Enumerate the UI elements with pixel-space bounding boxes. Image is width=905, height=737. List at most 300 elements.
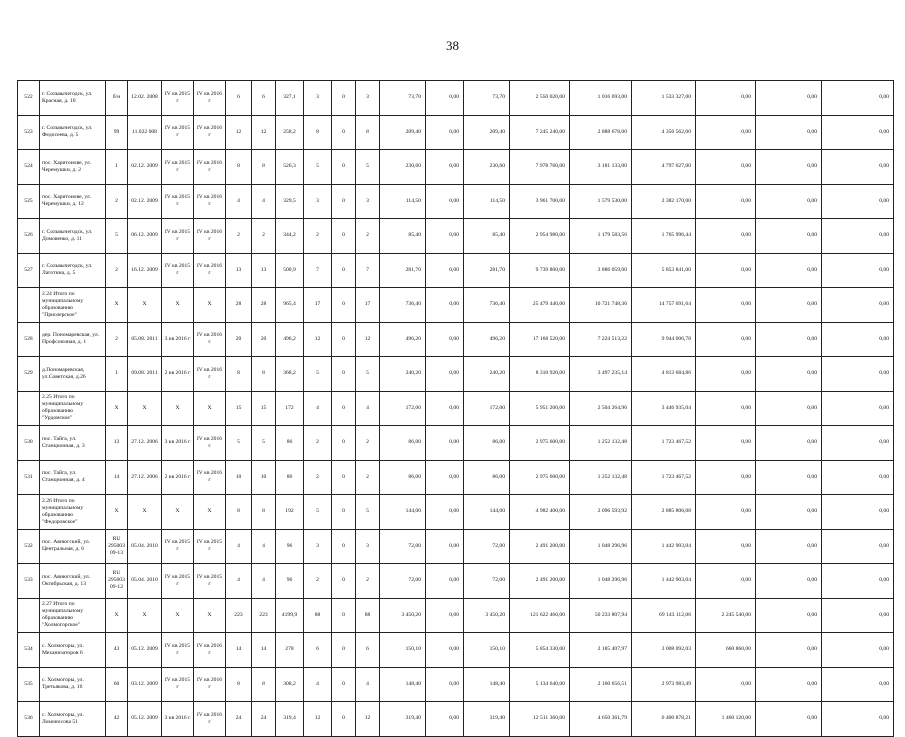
table-cell: 85,40 bbox=[464, 219, 510, 254]
table-cell: 05.08. 2011 bbox=[128, 322, 162, 357]
table-cell: 0,00 bbox=[696, 495, 756, 530]
table-cell: 0,00 bbox=[822, 81, 894, 116]
table-cell: 12 bbox=[356, 322, 380, 357]
table-cell: 121 622 460,00 bbox=[510, 598, 570, 633]
table-cell: 2 975 600,00 bbox=[510, 460, 570, 495]
table-cell: 0,00 bbox=[822, 115, 894, 150]
table-cell: Х bbox=[162, 391, 194, 426]
table-cell: 0,00 bbox=[426, 115, 464, 150]
table-cell: 12.02. 2008 bbox=[128, 81, 162, 116]
table-cell: 3 bbox=[304, 184, 332, 219]
table-cell: 27.12. 2006 bbox=[128, 426, 162, 461]
table-cell: 0,00 bbox=[426, 564, 464, 599]
table-cell: 24 bbox=[226, 702, 252, 737]
table-cell: 0,00 bbox=[696, 357, 756, 392]
table-cell: 0 bbox=[332, 288, 356, 323]
table-cell: 14 bbox=[106, 460, 128, 495]
table-cell: 4 bbox=[226, 564, 252, 599]
table-cell: IV кв 2015 г bbox=[162, 184, 194, 219]
table-cell: Х bbox=[194, 391, 226, 426]
table-cell: 7 bbox=[356, 253, 380, 288]
table-cell: 43 bbox=[106, 633, 128, 668]
table-cell: 05.12. 2009 bbox=[128, 702, 162, 737]
table-cell: 2 185 407,97 bbox=[570, 633, 632, 668]
table-cell: 3 bbox=[304, 529, 332, 564]
table-cell: 0,00 bbox=[696, 184, 756, 219]
table-cell: IV кв 2016 г bbox=[194, 81, 226, 116]
table-cell: 17 168 520,00 bbox=[510, 322, 570, 357]
table-cell: 0,00 bbox=[822, 702, 894, 737]
table-cell: IV кв 2016 г bbox=[194, 253, 226, 288]
table-cell: 69 143 112,06 bbox=[632, 598, 696, 633]
table-cell: 0,00 bbox=[822, 633, 894, 668]
table-cell: 3 450,20 bbox=[380, 598, 426, 633]
table-cell: 4 bbox=[226, 184, 252, 219]
table-cell: 240,20 bbox=[380, 357, 426, 392]
table-cell: 15 bbox=[252, 391, 276, 426]
table-cell: 144,00 bbox=[380, 495, 426, 530]
table-cell: 86,00 bbox=[464, 460, 510, 495]
table-cell: 3 181 133,00 bbox=[570, 150, 632, 185]
table-cell: 2 550 020,00 bbox=[510, 81, 570, 116]
table-cell: 528 bbox=[18, 322, 40, 357]
table-cell: 209,40 bbox=[464, 115, 510, 150]
table-cell: Х bbox=[162, 288, 194, 323]
table-cell: 2 bbox=[304, 460, 332, 495]
table-cell: 0,00 bbox=[696, 667, 756, 702]
table-cell: пос. Авнюгский, ул. Октябрьская, д. 13 bbox=[40, 564, 106, 599]
table-cell: 114,50 bbox=[464, 184, 510, 219]
table-cell: IV кв 2016 г bbox=[194, 426, 226, 461]
table-cell: IV кв 2015 г bbox=[162, 115, 194, 150]
table-cell: 05.04. 2010 bbox=[128, 564, 162, 599]
table-cell: 3 497 235,14 bbox=[570, 357, 632, 392]
table-cell: 6 400 878,21 bbox=[632, 702, 696, 737]
summary-row bbox=[18, 288, 894, 323]
table-cell: 9 944 006,78 bbox=[632, 322, 696, 357]
table-cell: 0,00 bbox=[426, 253, 464, 288]
table-cell: 660 860,00 bbox=[696, 633, 756, 668]
table-cell bbox=[18, 391, 40, 426]
table-cell: 0,00 bbox=[756, 150, 822, 185]
table-cell: 2 bbox=[106, 184, 128, 219]
table-cell: 96 bbox=[276, 529, 304, 564]
table-cell: IV кв 2016 г bbox=[194, 357, 226, 392]
table-cell: 86,00 bbox=[464, 426, 510, 461]
table-cell: г. Сольвычегодск, ул. Красная, д. 10 bbox=[40, 81, 106, 116]
table-cell: IV кв 2015 г bbox=[162, 150, 194, 185]
table-cell: 0,00 bbox=[696, 150, 756, 185]
table-cell: 530 bbox=[18, 426, 40, 461]
table-cell: Х bbox=[162, 598, 194, 633]
table-cell: 0,00 bbox=[696, 391, 756, 426]
table-row bbox=[18, 184, 894, 219]
table-cell: 535 bbox=[18, 667, 40, 702]
table-cell: 319,40 bbox=[464, 702, 510, 737]
table-cell: 2 bbox=[304, 564, 332, 599]
table-cell: 534 bbox=[18, 633, 40, 668]
table-cell: 531 bbox=[18, 460, 40, 495]
table-cell: 72,00 bbox=[464, 529, 510, 564]
table-cell: 28 bbox=[226, 288, 252, 323]
table-cell: 02.12. 2009 bbox=[128, 184, 162, 219]
table-cell: IV кв 2015 г bbox=[162, 529, 194, 564]
table-cell: 4 bbox=[356, 667, 380, 702]
table-cell: 2.26 Итого по муниципальному образованию "Федоровское" bbox=[40, 495, 106, 530]
table-cell: 0 bbox=[332, 81, 356, 116]
table-cell: IV кв 2016 г bbox=[194, 702, 226, 737]
table-cell: 0,00 bbox=[696, 115, 756, 150]
table-cell: 172 bbox=[276, 391, 304, 426]
table-cell: 230,60 bbox=[380, 150, 426, 185]
table-cell: 2 973 983,49 bbox=[632, 667, 696, 702]
table-cell: 17 bbox=[304, 288, 332, 323]
summary-row bbox=[18, 495, 894, 530]
table-cell: 3 bbox=[304, 81, 332, 116]
table-cell: 192 bbox=[276, 495, 304, 530]
table-cell: 3 кв 2016 г bbox=[162, 322, 194, 357]
table-cell: б/н bbox=[106, 81, 128, 116]
table-cell: 523 bbox=[18, 115, 40, 150]
table-cell: 0,00 bbox=[696, 219, 756, 254]
summary-row bbox=[18, 598, 894, 633]
table-cell: 2 491 200,00 bbox=[510, 529, 570, 564]
table-cell: 0 bbox=[332, 150, 356, 185]
table-cell: 0,00 bbox=[822, 391, 894, 426]
table-cell: 0 bbox=[332, 115, 356, 150]
table-cell: 0,00 bbox=[756, 184, 822, 219]
table-row bbox=[18, 426, 894, 461]
table-cell: 5 bbox=[356, 150, 380, 185]
table-cell: IV кв 2015 г bbox=[162, 81, 194, 116]
table-cell: 50 233 807,94 bbox=[570, 598, 632, 633]
table-cell: 42 bbox=[106, 702, 128, 737]
table-cell: 223 bbox=[226, 598, 252, 633]
table-cell: 4 813 684,86 bbox=[632, 357, 696, 392]
table-cell: 6 bbox=[252, 81, 276, 116]
table-cell: 0,00 bbox=[822, 322, 894, 357]
table-cell: 88 bbox=[304, 598, 332, 633]
table-cell: 8 bbox=[304, 115, 332, 150]
table-cell: 114,50 bbox=[380, 184, 426, 219]
table-cell: IV кв 2016 г bbox=[194, 667, 226, 702]
table-cell: 496,20 bbox=[464, 322, 510, 357]
table-cell: 12 bbox=[356, 702, 380, 737]
table-cell: 9 739 800,00 bbox=[510, 253, 570, 288]
table-cell: 2 bbox=[106, 322, 128, 357]
table-cell: 7 978 760,00 bbox=[510, 150, 570, 185]
table-cell: 2 bbox=[356, 460, 380, 495]
table-cell: Х bbox=[128, 598, 162, 633]
table-cell: 0,00 bbox=[756, 633, 822, 668]
table-cell: 0 bbox=[332, 633, 356, 668]
table-cell: 4 bbox=[226, 529, 252, 564]
table-cell: 1 048 296,96 bbox=[570, 564, 632, 599]
table-row bbox=[18, 667, 894, 702]
table-cell: 965,4 bbox=[276, 288, 304, 323]
table-cell: 0,00 bbox=[426, 81, 464, 116]
table-cell: 1 179 583,56 bbox=[570, 219, 632, 254]
table-cell: 5 bbox=[106, 219, 128, 254]
table-cell: 7 245 240,00 bbox=[510, 115, 570, 150]
table-cell: 0,00 bbox=[756, 357, 822, 392]
table-cell: 99 bbox=[106, 115, 128, 150]
table-cell: 0,00 bbox=[756, 598, 822, 633]
table-cell: 3 кв 2016 г bbox=[162, 702, 194, 737]
table-cell: 526 bbox=[18, 219, 40, 254]
table-cell: 5 bbox=[304, 150, 332, 185]
table-cell: 4 bbox=[252, 529, 276, 564]
table-cell: 10 721 748,36 bbox=[570, 288, 632, 323]
table-cell: 14 757 691,64 bbox=[632, 288, 696, 323]
table-cell: 1 442 903,04 bbox=[632, 564, 696, 599]
table-cell: 0 bbox=[332, 702, 356, 737]
table-cell: 6 bbox=[356, 633, 380, 668]
table-cell: с. Холмогоры, ул. Третьякова, д. 16 bbox=[40, 667, 106, 702]
table-cell: 5 853 841,00 bbox=[632, 253, 696, 288]
table-cell: 15 bbox=[226, 391, 252, 426]
table-cell: 4 bbox=[304, 391, 332, 426]
table-cell: 27.12. 2006 bbox=[128, 460, 162, 495]
table-cell: 0,00 bbox=[696, 322, 756, 357]
table-cell: дер. Пономаревская, ул. Профсоюзная, д. 1 bbox=[40, 322, 106, 357]
table-cell: 527 bbox=[18, 253, 40, 288]
table-cell: 3 961 700,00 bbox=[510, 184, 570, 219]
table-cell: 4 797 627,00 bbox=[632, 150, 696, 185]
table-cell: 05.12. 2009 bbox=[128, 633, 162, 668]
table-cell: Х bbox=[106, 391, 128, 426]
table-cell: 0,00 bbox=[822, 426, 894, 461]
table-cell: 0,00 bbox=[756, 495, 822, 530]
table-cell: 1 bbox=[106, 150, 128, 185]
table-cell: 0,00 bbox=[756, 564, 822, 599]
table-row bbox=[18, 529, 894, 564]
table-row bbox=[18, 460, 894, 495]
table-cell: 8 bbox=[226, 357, 252, 392]
table-cell: 2.25 Итого по муниципальному образованию "Урдомское" bbox=[40, 391, 106, 426]
table-cell: 0,00 bbox=[822, 529, 894, 564]
table-cell: 60 bbox=[106, 667, 128, 702]
table-cell: 150,10 bbox=[380, 633, 426, 668]
table-cell: 0,00 bbox=[426, 150, 464, 185]
table-cell: 2 888 678,00 bbox=[570, 115, 632, 150]
table-row bbox=[18, 150, 894, 185]
table-row bbox=[18, 322, 894, 357]
table-cell: 0,00 bbox=[756, 81, 822, 116]
table-cell: 368,2 bbox=[276, 357, 304, 392]
table-cell: 72,00 bbox=[464, 564, 510, 599]
table-cell: IV кв 2016 г bbox=[194, 219, 226, 254]
table-cell: IV кв 2016 г bbox=[194, 633, 226, 668]
table-cell: 0,00 bbox=[822, 357, 894, 392]
table-cell: 12 bbox=[226, 115, 252, 150]
table-cell: 1 460 120,00 bbox=[696, 702, 756, 737]
table-cell: IV кв 2016 г bbox=[194, 150, 226, 185]
table-cell: 86 bbox=[276, 426, 304, 461]
table-cell: 0,00 bbox=[426, 184, 464, 219]
table-cell: 0 bbox=[332, 598, 356, 633]
table-cell: Х bbox=[194, 598, 226, 633]
resettlement-table bbox=[17, 80, 894, 737]
table-cell: IV кв 2015 г bbox=[194, 564, 226, 599]
table-cell: 532 bbox=[18, 529, 40, 564]
table-cell: IV кв 2016 г bbox=[194, 460, 226, 495]
table-cell: 0,00 bbox=[426, 529, 464, 564]
table-cell: г. Сольвычегодск, ул. Лаготина, д. 5 bbox=[40, 253, 106, 288]
table-row bbox=[18, 357, 894, 392]
table-cell: 12 511 360,00 bbox=[510, 702, 570, 737]
table-cell: 25 479 440,00 bbox=[510, 288, 570, 323]
table-cell: пос. Тайга, ул. Станционная, д. 4 bbox=[40, 460, 106, 495]
table-cell: Х bbox=[106, 598, 128, 633]
table-cell: 533 bbox=[18, 564, 40, 599]
table-cell: 5 bbox=[252, 426, 276, 461]
table-cell: 0,00 bbox=[426, 495, 464, 530]
table-cell: 09.08. 2011 bbox=[128, 357, 162, 392]
table-cell: 06.12. 2009 bbox=[128, 219, 162, 254]
table-cell: 0,00 bbox=[426, 391, 464, 426]
table-cell: 02.12. 2009 bbox=[128, 150, 162, 185]
table-cell: Х bbox=[194, 288, 226, 323]
table-cell bbox=[18, 598, 40, 633]
table-cell: 11.022 008 bbox=[128, 115, 162, 150]
table-cell: 3 кв 2016 г bbox=[162, 426, 194, 461]
table-cell: 2 кв 2016 г bbox=[162, 460, 194, 495]
table-cell: 7 224 513,22 bbox=[570, 322, 632, 357]
table-cell: 1 252 132,48 bbox=[570, 460, 632, 495]
table-cell: 72,00 bbox=[380, 529, 426, 564]
table-cell: 0,00 bbox=[756, 219, 822, 254]
table-cell: 5 134 640,00 bbox=[510, 667, 570, 702]
table-cell: 0,00 bbox=[756, 702, 822, 737]
table-cell: 7 bbox=[304, 253, 332, 288]
table-cell: 172,00 bbox=[464, 391, 510, 426]
table-cell: IV кв 2015 г bbox=[194, 529, 226, 564]
table-cell: 4 bbox=[252, 184, 276, 219]
table-cell: 8 310 920,00 bbox=[510, 357, 570, 392]
table-cell: 0,00 bbox=[426, 667, 464, 702]
table-cell: 6 bbox=[304, 633, 332, 668]
table-cell: 258,2 bbox=[276, 115, 304, 150]
table-cell: 148,40 bbox=[464, 667, 510, 702]
table-cell: 4 650 361,79 bbox=[570, 702, 632, 737]
table-cell: 3 008 092,03 bbox=[632, 633, 696, 668]
table-cell: 0,00 bbox=[756, 288, 822, 323]
table-row bbox=[18, 219, 894, 254]
table-cell: 1 048 296,96 bbox=[570, 529, 632, 564]
table-cell: 5 951 200,00 bbox=[510, 391, 570, 426]
table-cell: 86 bbox=[276, 460, 304, 495]
table-cell: 2 096 593,92 bbox=[570, 495, 632, 530]
table-cell: 1 723 467,52 bbox=[632, 460, 696, 495]
page-number: 38 bbox=[446, 38, 459, 53]
table-cell: 144,00 bbox=[464, 495, 510, 530]
table-cell: 1 579 530,00 bbox=[570, 184, 632, 219]
table-cell bbox=[18, 288, 40, 323]
table-cell: 526,3 bbox=[276, 150, 304, 185]
table-cell: 3 bbox=[356, 529, 380, 564]
table-cell: 3 886 059,00 bbox=[570, 253, 632, 288]
table-cell: 172,00 bbox=[380, 391, 426, 426]
summary-row bbox=[18, 391, 894, 426]
table-cell: IV кв 2016 г bbox=[194, 184, 226, 219]
table-cell: 5 bbox=[356, 357, 380, 392]
table-cell: 344,2 bbox=[276, 219, 304, 254]
table-cell: 496,20 bbox=[380, 322, 426, 357]
table-cell: 0 bbox=[332, 667, 356, 702]
table-cell: 85,40 bbox=[380, 219, 426, 254]
table-cell: 319,4 bbox=[276, 702, 304, 737]
table-cell: 1 252 132,48 bbox=[570, 426, 632, 461]
table-cell: 500,9 bbox=[276, 253, 304, 288]
table-cell: 529 bbox=[18, 357, 40, 392]
table-cell: IV кв 2015 г bbox=[162, 667, 194, 702]
table-cell: 5 bbox=[356, 495, 380, 530]
table-cell: IV кв 2015 г bbox=[162, 633, 194, 668]
table-cell: 8 bbox=[252, 667, 276, 702]
table-row bbox=[18, 564, 894, 599]
table-cell: 2.27 Итого по муниципальному образованию "Холмогорское" bbox=[40, 598, 106, 633]
table-cell: Х bbox=[194, 495, 226, 530]
table-cell: 150,10 bbox=[464, 633, 510, 668]
table-cell: 5 854 330,00 bbox=[510, 633, 570, 668]
table-cell: 2 975 600,00 bbox=[510, 426, 570, 461]
table-cell: 2 bbox=[304, 219, 332, 254]
table-cell: 12 bbox=[304, 322, 332, 357]
table-cell: 0 bbox=[332, 322, 356, 357]
table-cell: 0,00 bbox=[696, 564, 756, 599]
table-cell: 0,00 bbox=[822, 667, 894, 702]
table-cell: 2 954 980,00 bbox=[510, 219, 570, 254]
table-cell: 2 bbox=[356, 426, 380, 461]
table-cell: 4 982 400,00 bbox=[510, 495, 570, 530]
table-cell: 12 bbox=[252, 115, 276, 150]
table-cell: IV кв 2015 г bbox=[162, 253, 194, 288]
table-cell: 8 bbox=[252, 357, 276, 392]
table-cell: 10 bbox=[226, 460, 252, 495]
table-cell: IV кв 2016 г bbox=[194, 322, 226, 357]
table-cell: 13 bbox=[252, 253, 276, 288]
table-cell: 1 765 996,44 bbox=[632, 219, 696, 254]
table-cell: RU 295003 09-13 bbox=[106, 529, 128, 564]
table-cell: 2 кв 2016 г bbox=[162, 357, 194, 392]
table-cell: 24 bbox=[252, 702, 276, 737]
table-cell: пос. Тайга, ул. Станционная, д. 3 bbox=[40, 426, 106, 461]
table-cell: 209,40 bbox=[380, 115, 426, 150]
table-cell: 1 723 467,52 bbox=[632, 426, 696, 461]
table-cell: г. Сольвычегодск, ул. Федосеева, д. 5 bbox=[40, 115, 106, 150]
table-cell: 0,00 bbox=[426, 426, 464, 461]
table-cell: 0,00 bbox=[822, 564, 894, 599]
table-cell: 0,00 bbox=[696, 426, 756, 461]
table-cell: 0,00 bbox=[696, 288, 756, 323]
table-cell: 0,00 bbox=[756, 253, 822, 288]
table-cell: IV кв 2015 г bbox=[162, 219, 194, 254]
table-cell: д.Пономаревская, ул.Советская, д.26 bbox=[40, 357, 106, 392]
table-cell: Х bbox=[128, 391, 162, 426]
table-cell: 2 160 656,51 bbox=[570, 667, 632, 702]
table-cell: 281,70 bbox=[464, 253, 510, 288]
table-cell: 0,00 bbox=[822, 288, 894, 323]
table-cell: 496,2 bbox=[276, 322, 304, 357]
table-cell: 96 bbox=[276, 564, 304, 599]
table-cell: 6 bbox=[226, 81, 252, 116]
table-cell: 230,60 bbox=[464, 150, 510, 185]
table-cell: 0 bbox=[332, 357, 356, 392]
table-cell: 4 bbox=[304, 667, 332, 702]
table-cell: 278 bbox=[276, 633, 304, 668]
table-cell: RU 295003 09-12 bbox=[106, 564, 128, 599]
